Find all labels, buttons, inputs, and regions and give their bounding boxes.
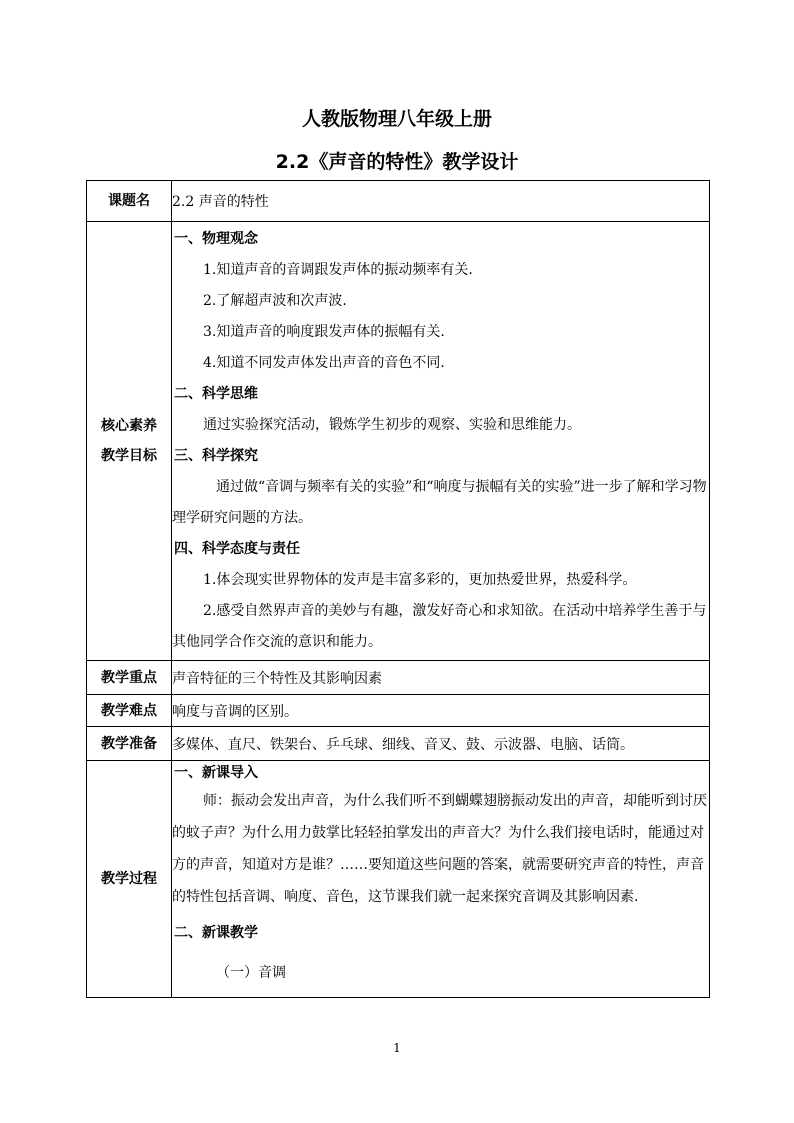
document-subtitle: 2.2《声音的特性》教学设计 xyxy=(275,151,519,173)
difficulties-value: 响度与音调的区别。 xyxy=(172,695,710,727)
objectives-section-physics: 一、物理观念 xyxy=(174,231,258,247)
objectives-item: 3.知道声音的响度跟发声体的振幅有关. xyxy=(203,324,445,340)
objectives-thinking-text: 通过实验探究活动，锻炼学生初步的观察、实验和思维能力。 xyxy=(203,417,581,433)
objectives-attitude-item2: 2.感受自然界声音的美妙与有趣，激发好奇心和求知欲。在活动中培养学生善于与其他同学合作交流的意识和能力。 xyxy=(172,603,707,650)
objectives-section-inquiry: 三、科学探究 xyxy=(174,448,258,464)
objectives-section-thinking: 二、科学思维 xyxy=(174,386,258,402)
topic-label: 课题名 xyxy=(87,181,172,222)
preparation-value: 多媒体、直尺、铁架台、乒乓球、细线、音叉、鼓、示波器、电脑、话筒。 xyxy=(172,727,710,761)
difficulties-row xyxy=(87,695,710,727)
process-content xyxy=(172,761,710,998)
key-points-label: 教学重点 xyxy=(87,661,172,695)
key-points-row xyxy=(87,661,710,695)
process-section-teaching: 二、新课教学 xyxy=(174,925,258,941)
objectives-item: 1.知道声音的音调跟发声体的振动频率有关. xyxy=(203,262,473,278)
topic-value xyxy=(172,181,710,222)
page-number: 1 xyxy=(393,1041,401,1055)
process-label: 教学过程 xyxy=(87,761,172,998)
objectives-label-line1: 核心素养 xyxy=(101,418,157,434)
process-row xyxy=(87,761,710,998)
objectives-inquiry-text: 通过做“音调与频率有关的实验”和“响度与振幅有关的实验”进一步了解和学习物理学研究问题的方法。 xyxy=(172,479,707,526)
objectives-content xyxy=(172,222,710,661)
objectives-section-attitude: 四、科学态度与责任 xyxy=(174,541,300,557)
process-section-intro: 一、新课导入 xyxy=(174,765,258,781)
preparation-label: 教学准备 xyxy=(87,727,172,761)
difficulties-label: 教学难点 xyxy=(87,695,172,727)
document-title: 人教版物理八年级上册 xyxy=(301,108,492,130)
objectives-row xyxy=(87,222,710,661)
objectives-label xyxy=(87,222,172,661)
topic-row xyxy=(87,181,710,222)
topic-value-text: 2.2 声音的特性 xyxy=(172,194,269,210)
objectives-label-line2: 教学目标 xyxy=(101,448,157,464)
objectives-attitude-item1: 1.体会现实世界物体的发声是丰富多彩的，更加热爱世界，热爱科学。 xyxy=(203,572,637,588)
lesson-plan-table xyxy=(86,180,710,998)
key-points-value: 声音特征的三个特性及其影响因素 xyxy=(172,661,710,695)
preparation-row xyxy=(87,727,710,761)
objectives-item: 4.知道不同发声体发出声音的音色不同. xyxy=(203,355,445,371)
objectives-item: 2.了解超声波和次声波. xyxy=(203,293,347,309)
process-intro-text: 师：振动会发出声音，为什么我们听不到蝴蝶翅膀振动发出的声音，却能听到讨厌的蚊子声？为什么用力鼓掌比轻轻拍掌发出的声音大？为什么我们接电话时，能通过对方的声音，知道对方是谁？……要知道这些问题的答案，就需要研究声音的特性，声音的特性包括音调、响度、音色，这节课我们就一起来探究音调及其影响因素. xyxy=(172,793,707,905)
process-subsection-pitch: （一）音调 xyxy=(216,965,286,981)
